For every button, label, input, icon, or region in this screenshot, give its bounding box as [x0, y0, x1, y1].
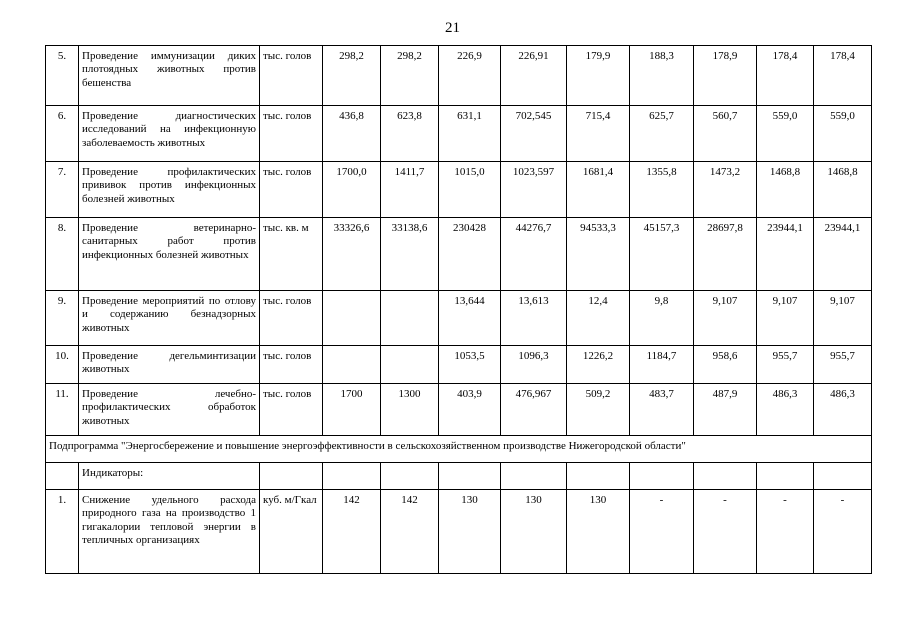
- row-value: 486,3: [814, 384, 872, 436]
- row-value: -: [630, 490, 694, 574]
- row-number: 8.: [46, 218, 79, 291]
- row-value: 955,7: [814, 346, 872, 384]
- row-value: 226,91: [501, 46, 567, 106]
- empty-cell: [630, 463, 694, 490]
- row-unit: тыс. голов: [260, 291, 323, 346]
- row-number: 7.: [46, 162, 79, 218]
- indicators-label: Индикаторы:: [79, 463, 260, 490]
- row-value: 188,3: [630, 46, 694, 106]
- empty-cell: [757, 463, 814, 490]
- row-value: 1681,4: [567, 162, 630, 218]
- empty-cell: [567, 463, 630, 490]
- row-value: [323, 291, 381, 346]
- row-value: 1355,8: [630, 162, 694, 218]
- row-value: 1226,2: [567, 346, 630, 384]
- row-value: 1184,7: [630, 346, 694, 384]
- row-value: 1468,8: [814, 162, 872, 218]
- row-value: 1300: [381, 384, 439, 436]
- row-value: 33326,6: [323, 218, 381, 291]
- row-value: 23944,1: [757, 218, 814, 291]
- row-value: 130: [567, 490, 630, 574]
- row-name: Проведение лечебно-профилактических обработок животных: [79, 384, 260, 436]
- row-value: 476,967: [501, 384, 567, 436]
- table-row: [46, 346, 872, 384]
- row-number: 11.: [46, 384, 79, 436]
- row-name: Снижение удельного расхода природного газа на производство 1 гигакалории тепловой энергии в тепличных организациях: [79, 490, 260, 574]
- row-unit: тыс. голов: [260, 162, 323, 218]
- row-value: [381, 346, 439, 384]
- empty-cell: [46, 463, 79, 490]
- row-unit: тыс. кв. м: [260, 218, 323, 291]
- row-value: 13,644: [439, 291, 501, 346]
- row-value: 298,2: [323, 46, 381, 106]
- subprogram-row: [46, 436, 872, 463]
- row-value: 298,2: [381, 46, 439, 106]
- row-value: 44276,7: [501, 218, 567, 291]
- row-value: 230428: [439, 218, 501, 291]
- row-number: 5.: [46, 46, 79, 106]
- table-row: [46, 162, 872, 218]
- row-value: 178,9: [694, 46, 757, 106]
- row-value: 623,8: [381, 106, 439, 162]
- row-value: 1096,3: [501, 346, 567, 384]
- row-name: Проведение иммунизации диких плотоядных животных против бешенства: [79, 46, 260, 106]
- row-value: 1700: [323, 384, 381, 436]
- row-value: 178,4: [814, 46, 872, 106]
- row-value: 559,0: [814, 106, 872, 162]
- row-value: 702,545: [501, 106, 567, 162]
- row-value: 1468,8: [757, 162, 814, 218]
- row-value: 226,9: [439, 46, 501, 106]
- row-value: 631,1: [439, 106, 501, 162]
- row-value: 403,9: [439, 384, 501, 436]
- row-value: 625,7: [630, 106, 694, 162]
- table-row: [46, 490, 872, 574]
- row-value: -: [814, 490, 872, 574]
- empty-cell: [694, 463, 757, 490]
- row-value: 9,107: [757, 291, 814, 346]
- row-unit: куб. м/Гкал: [260, 490, 323, 574]
- row-value: 179,9: [567, 46, 630, 106]
- row-value: 178,4: [757, 46, 814, 106]
- row-name: Проведение ветеринарно-санитарных работ против инфекционных болезней животных: [79, 218, 260, 291]
- table-row: [46, 291, 872, 346]
- row-value: 130: [501, 490, 567, 574]
- empty-cell: [381, 463, 439, 490]
- row-value: 9,8: [630, 291, 694, 346]
- empty-cell: [323, 463, 381, 490]
- row-name: Проведение профилактических прививок против инфекционных болезней животных: [79, 162, 260, 218]
- data-table: [45, 45, 872, 574]
- row-value: 955,7: [757, 346, 814, 384]
- table-row: [46, 46, 872, 106]
- row-number: 10.: [46, 346, 79, 384]
- row-value: 436,8: [323, 106, 381, 162]
- row-value: 1015,0: [439, 162, 501, 218]
- row-value: 560,7: [694, 106, 757, 162]
- row-value: 28697,8: [694, 218, 757, 291]
- row-value: 9,107: [694, 291, 757, 346]
- row-value: -: [694, 490, 757, 574]
- empty-cell: [260, 463, 323, 490]
- row-value: 9,107: [814, 291, 872, 346]
- row-name: Проведение дегельминтизации животных: [79, 346, 260, 384]
- row-value: 142: [323, 490, 381, 574]
- row-unit: тыс. голов: [260, 384, 323, 436]
- row-value: 45157,3: [630, 218, 694, 291]
- row-value: 715,4: [567, 106, 630, 162]
- page-number: 21: [445, 20, 460, 36]
- indicators-row: [46, 463, 872, 490]
- row-value: 1053,5: [439, 346, 501, 384]
- row-value: [323, 346, 381, 384]
- table-row: [46, 384, 872, 436]
- row-value: 559,0: [757, 106, 814, 162]
- empty-cell: [814, 463, 872, 490]
- row-name: Проведение мероприятий по отлову и содержанию безнадзорных животных: [79, 291, 260, 346]
- empty-cell: [439, 463, 501, 490]
- row-value: -: [757, 490, 814, 574]
- row-value: 1700,0: [323, 162, 381, 218]
- row-value: 23944,1: [814, 218, 872, 291]
- row-value: 509,2: [567, 384, 630, 436]
- row-value: 12,4: [567, 291, 630, 346]
- row-value: 1473,2: [694, 162, 757, 218]
- row-unit: тыс. голов: [260, 346, 323, 384]
- row-value: 33138,6: [381, 218, 439, 291]
- row-unit: тыс. голов: [260, 106, 323, 162]
- row-value: 13,613: [501, 291, 567, 346]
- table-row: [46, 218, 872, 291]
- row-value: 958,6: [694, 346, 757, 384]
- row-number: 1.: [46, 490, 79, 574]
- row-name: Проведение диагностических исследований на инфекционную заболеваемость животных: [79, 106, 260, 162]
- row-value: 142: [381, 490, 439, 574]
- row-number: 6.: [46, 106, 79, 162]
- row-value: [381, 291, 439, 346]
- row-value: 1023,597: [501, 162, 567, 218]
- subprogram-title: Подпрограмма "Энергосбережение и повышение энергоэффективности в сельскохозяйственном производстве Нижегородской области": [46, 436, 872, 463]
- row-value: 1411,7: [381, 162, 439, 218]
- row-value: 130: [439, 490, 501, 574]
- row-number: 9.: [46, 291, 79, 346]
- row-value: 486,3: [757, 384, 814, 436]
- row-value: 94533,3: [567, 218, 630, 291]
- row-value: 483,7: [630, 384, 694, 436]
- row-unit: тыс. голов: [260, 46, 323, 106]
- row-value: 487,9: [694, 384, 757, 436]
- empty-cell: [501, 463, 567, 490]
- table-row: [46, 106, 872, 162]
